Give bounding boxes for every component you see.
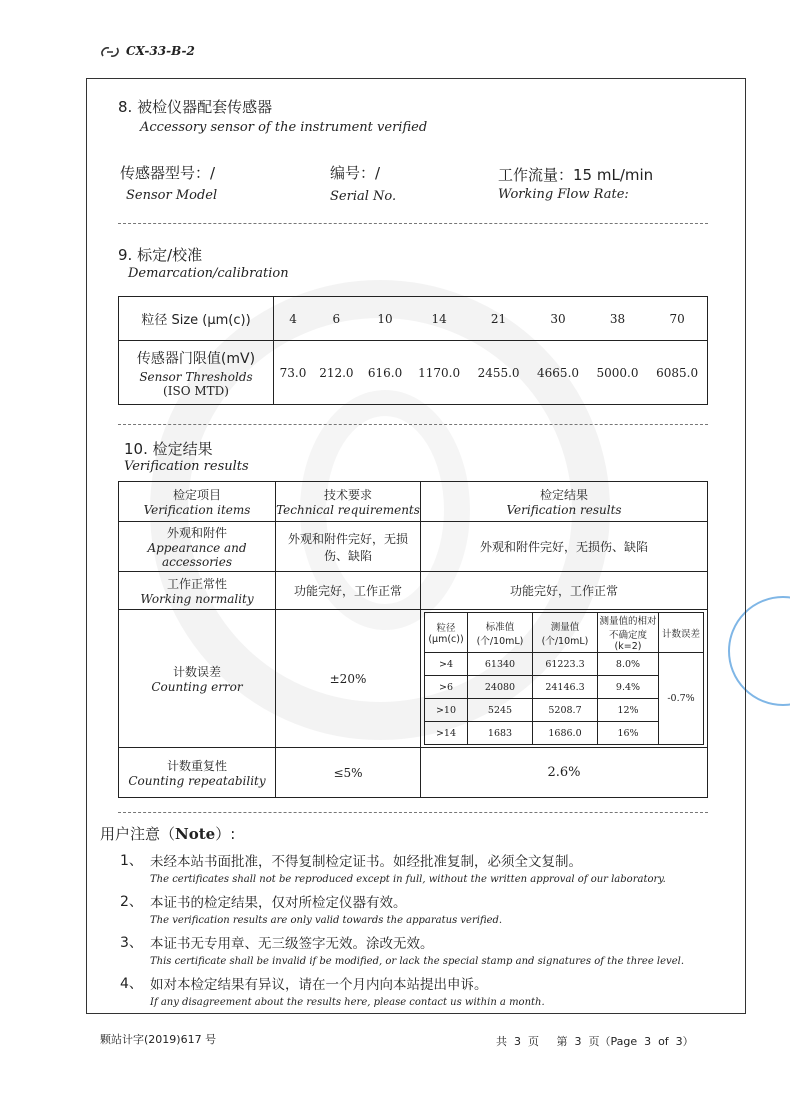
- sub-head-std-2: (个/10mL): [476, 635, 524, 647]
- threshold-label-iso: (ISO MTD): [163, 383, 229, 398]
- repeat-item: [119, 748, 276, 798]
- notes-title-cn: 用户注意（: [100, 825, 176, 843]
- working-req: 功能完好，工作正常: [276, 572, 421, 610]
- size-cell: 6: [312, 297, 361, 341]
- working-item-cn: 工作正常性: [166, 577, 227, 591]
- size-cell: 30: [528, 297, 587, 341]
- note-cn: 本证书的检定结果，仅对所检定仪器有效。: [150, 895, 407, 911]
- threshold-cell: 616.0: [361, 341, 410, 405]
- threshold-cell: 212.0: [312, 341, 361, 405]
- sub-head-unc-3: (k=2): [614, 641, 642, 652]
- sub-unc: 12%: [598, 699, 659, 722]
- appearance-item-en1: Appearance and: [147, 541, 247, 555]
- threshold-cell: 1170.0: [409, 341, 468, 405]
- size-cell: 14: [409, 297, 468, 341]
- size-cell: 10: [361, 297, 410, 341]
- note-en: The certificates shall not be reproduced except in full, without the written approval of our laboratory.: [150, 874, 666, 885]
- divider: [118, 223, 708, 224]
- sub-head-std: [468, 613, 533, 653]
- note-cn: 本证书无专用章、无三级签字无效。涂改无效。: [150, 936, 434, 952]
- sub-std: 24080: [468, 676, 533, 699]
- divider: [118, 812, 708, 813]
- note-num: 3、: [120, 935, 143, 951]
- sensor-model-label-en: Sensor Model: [126, 188, 218, 203]
- counting-result: [421, 610, 708, 748]
- threshold-label-cn: 传感器门限值(mV): [136, 350, 256, 367]
- threshold-cell: 2455.0: [469, 341, 528, 405]
- size-cell: 70: [647, 297, 707, 341]
- head-result: [421, 482, 708, 522]
- threshold-cell: 73.0: [274, 341, 313, 405]
- counting-item-en: Counting error: [151, 680, 243, 694]
- working-item-en: Working normality: [140, 592, 254, 606]
- size-cell: 38: [588, 297, 647, 341]
- note-num: 1、: [120, 853, 143, 869]
- flow-rate-label-en: Working Flow Rate:: [498, 187, 629, 202]
- sub-head-unc-2: 不确定度: [608, 630, 647, 641]
- sub-head-size-2: (μm(c)): [428, 634, 464, 645]
- sub-size: >14: [425, 722, 468, 745]
- working-result: 功能完好，工作正常: [421, 572, 708, 610]
- flow-rate-label: 工作流量：15 mL/min: [498, 166, 654, 184]
- note-item: [120, 973, 730, 1014]
- sub-head-meas: [533, 613, 598, 653]
- sub-unc: 8.0%: [598, 653, 659, 676]
- sub-std: 61340: [468, 653, 533, 676]
- note-en: If any disagreement about the results here, please contact us within a month.: [150, 997, 545, 1008]
- threshold-cell: 4665.0: [528, 341, 587, 405]
- note-num: 4、: [120, 976, 143, 992]
- notes-title-bold: Note: [175, 825, 216, 843]
- note-item: [120, 932, 730, 973]
- sub-meas: 61223.3: [533, 653, 598, 676]
- section8-subtitle: Accessory sensor of the instrument verified: [140, 120, 428, 135]
- repeat-row: [119, 748, 708, 798]
- size-cell: 21: [469, 297, 528, 341]
- section8-title: 8. 被检仪器配套传感器: [118, 98, 273, 116]
- repeat-item-cn: 计数重复性: [166, 759, 227, 773]
- notes-title-end: ）:: [215, 825, 236, 843]
- threshold-cell: 5000.0: [588, 341, 647, 405]
- sub-size: >10: [425, 699, 468, 722]
- size-row: [119, 297, 708, 341]
- size-row-label: 粒径 Size (μm(c)): [119, 297, 274, 341]
- threshold-cell: 6085.0: [647, 341, 707, 405]
- sub-unc: 9.4%: [598, 676, 659, 699]
- threshold-row: [119, 341, 708, 405]
- counting-req: ±20%: [276, 610, 421, 748]
- serial-label-en: Serial No.: [330, 189, 397, 204]
- sensor-model-label: 传感器型号：/: [120, 164, 216, 182]
- sub-std: 1683: [468, 722, 533, 745]
- sub-head-std-1: 标准值: [485, 621, 515, 633]
- footer-left: 颗站计字(2019)617 号: [100, 1033, 217, 1046]
- section10-subtitle: Verification results: [124, 459, 249, 474]
- size-cell: 4: [274, 297, 313, 341]
- note-en: The verification results are only valid towards the apparatus verified.: [150, 915, 503, 926]
- sub-meas: 5208.7: [533, 699, 598, 722]
- head-req-en: Technical requirements: [276, 503, 420, 517]
- section9-title: 9. 标定/校准: [118, 246, 203, 264]
- note-cn: 未经本站书面批准，不得复制检定证书。如经批准复制，必须全文复制。: [150, 854, 582, 870]
- note-en: This certificate shall be invalid if be modified, or lack the special stamp and signatures of the three level.: [150, 956, 684, 967]
- serial-label: 编号：/: [330, 164, 381, 182]
- sub-error: -0.7%: [659, 653, 704, 745]
- sub-head-err: 计数误差: [659, 613, 704, 653]
- sub-head-meas-2: (个/10mL): [541, 635, 589, 647]
- counting-item-cn: 计数误差: [172, 665, 221, 679]
- threshold-label-en: Sensor Thresholds: [139, 369, 253, 384]
- sub-unc: 16%: [598, 722, 659, 745]
- appearance-item-en2: accessories: [161, 555, 233, 569]
- sub-std: 5245: [468, 699, 533, 722]
- head-req-cn: 技术要求: [323, 488, 372, 502]
- working-row: [119, 572, 708, 610]
- counting-item: [119, 610, 276, 748]
- section9-subtitle: Demarcation/calibration: [128, 266, 289, 281]
- appearance-result: 外观和附件完好，无损伤、缺陷: [421, 522, 708, 572]
- appearance-req-line2: 伤、缺陷: [323, 548, 372, 563]
- calibration-table: [118, 296, 708, 405]
- sub-head-unc: [598, 613, 659, 653]
- sub-head-size-1: 粒径: [436, 623, 456, 634]
- head-item-en: Verification items: [143, 503, 251, 517]
- sub-head-unc-1: 测量值的相对: [599, 616, 657, 627]
- note-cn: 如对本检定结果有异议，请在一个月内向本站提出申诉。: [150, 977, 488, 993]
- notes-list: [120, 850, 730, 1014]
- appearance-item-cn: 外观和附件: [166, 526, 227, 540]
- page-number: 共 3 页 第 3 页（Page 3 of 3）: [496, 1035, 694, 1048]
- sub-size: >4: [425, 653, 468, 676]
- counting-subtable: [424, 612, 704, 745]
- repeat-req: ≤5%: [276, 748, 421, 798]
- sub-size: >6: [425, 676, 468, 699]
- repeat-item-en: Counting repeatability: [128, 774, 266, 788]
- head-req: [276, 482, 421, 522]
- sub-meas: 1686.0: [533, 722, 598, 745]
- head-result-cn: 检定结果: [539, 488, 588, 502]
- notes-title: [100, 823, 235, 844]
- appearance-row: [119, 522, 708, 572]
- sub-meas: 24146.3: [533, 676, 598, 699]
- sub-head-meas-1: 测量值: [550, 621, 580, 633]
- note-item: [120, 891, 730, 932]
- threshold-row-label: [119, 341, 274, 405]
- header-row: [119, 482, 708, 522]
- repeat-result: 2.6%: [421, 748, 708, 798]
- head-item-cn: 检定项目: [172, 488, 221, 502]
- verification-table: [118, 481, 708, 798]
- appearance-req-line1: 外观和附件完好，无损: [287, 531, 408, 546]
- note-num: 2、: [120, 894, 143, 910]
- note-item: [120, 850, 730, 891]
- head-item: [119, 482, 276, 522]
- counting-row: [119, 610, 708, 748]
- section10-title: 10. 检定结果: [124, 440, 213, 458]
- divider: [118, 424, 708, 425]
- sub-row: [425, 653, 704, 676]
- appearance-item: [119, 522, 276, 572]
- doc-code: CX-33-B-2: [126, 44, 195, 58]
- appearance-req: [276, 522, 421, 572]
- working-item: [119, 572, 276, 610]
- head-result-en: Verification results: [506, 503, 622, 517]
- logo-icon: [100, 44, 120, 58]
- sub-head-size: [425, 613, 468, 653]
- sub-header-row: [425, 613, 704, 653]
